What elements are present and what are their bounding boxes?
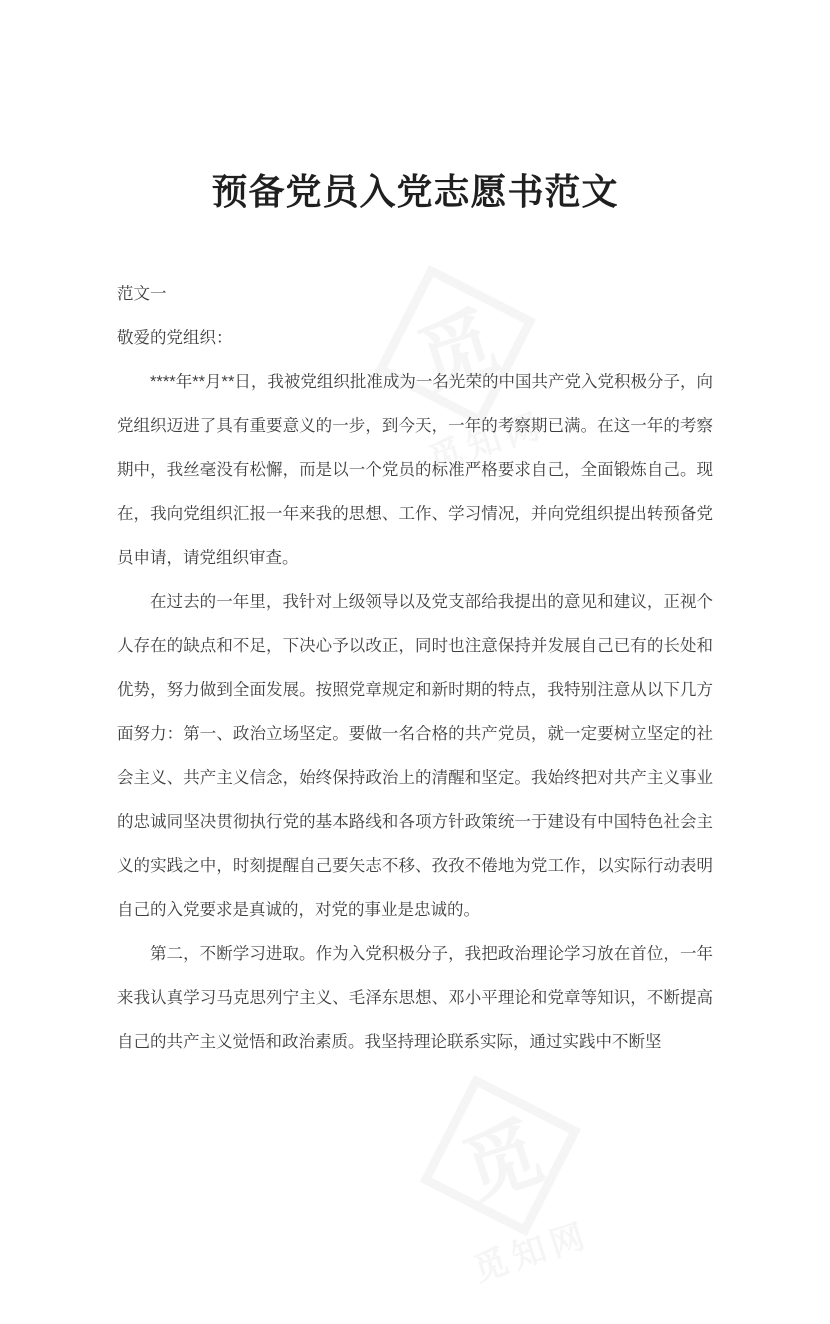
watermark-diamond-icon [420,1074,581,1235]
salutation: 敬爱的党组织： [117,329,233,347]
body-paragraph: ****年**月**日，我被党组织批准成为一名光荣的中国共产党入党积极分子，向党组织迈进了具有重要意义的一步，到今天，一年的考察期已满。在这一年的考察期中，我丝毫没有松懈，而是以一个党员的标准严格要求自己，全面锻炼自己。现在，我向党组织汇报一年来我的思想、工作、学习情况，并向党组织提出转预备党员申请，请党组织审查。 [117,373,713,567]
body-paragraph: 第二，不断学习进取。作为入党积极分子，我把政治理论学习放在首位，一年来我认真学习马克思列宁主义、毛泽东思想、邓小平理论和党章等知识，不断提高自己的共产主义觉悟和政治素质。我坚持理论联系实际，通过实践中不断坚 [117,945,713,1051]
watermark-logo-char: 觅 [406,296,508,405]
watermark-text: 觅知网 [468,1215,595,1289]
watermark-text: 觅知网 [423,405,550,479]
document-body [117,272,713,1064]
document-content [0,168,830,1064]
section-label: 范文一 [117,285,167,303]
body-paragraph: 在过去的一年里，我针对上级领导以及党支部给我提出的意见和建议，正视个人存在的缺点和不足，下决心予以改正，同时也注意保持并发展自己已有的长处和优势，努力做到全面发展。按照党章规定和新时期的特点，我特别注意从以下几方面努力：第一、政治立场坚定。要做一名合格的共产党员，就一定要树立坚定的社会主义、共产主义信念，始终保持政治上的清醒和坚定。我始终把对共产主义事业的忠诚同坚决贯彻执行党的基本路线和各项方针政策统一于建设有中国特色社会主义的实践之中，时刻提醒自己要矢志不移、孜孜不倦地为党工作，以实际行动表明自己的入党要求是真诚的，对党的事业是忠诚的。 [117,593,713,919]
watermark [371,1046,648,1323]
document-title: 预备党员入党志愿书范文 [211,171,619,212]
watermark-logo-char: 觅 [451,1106,553,1215]
